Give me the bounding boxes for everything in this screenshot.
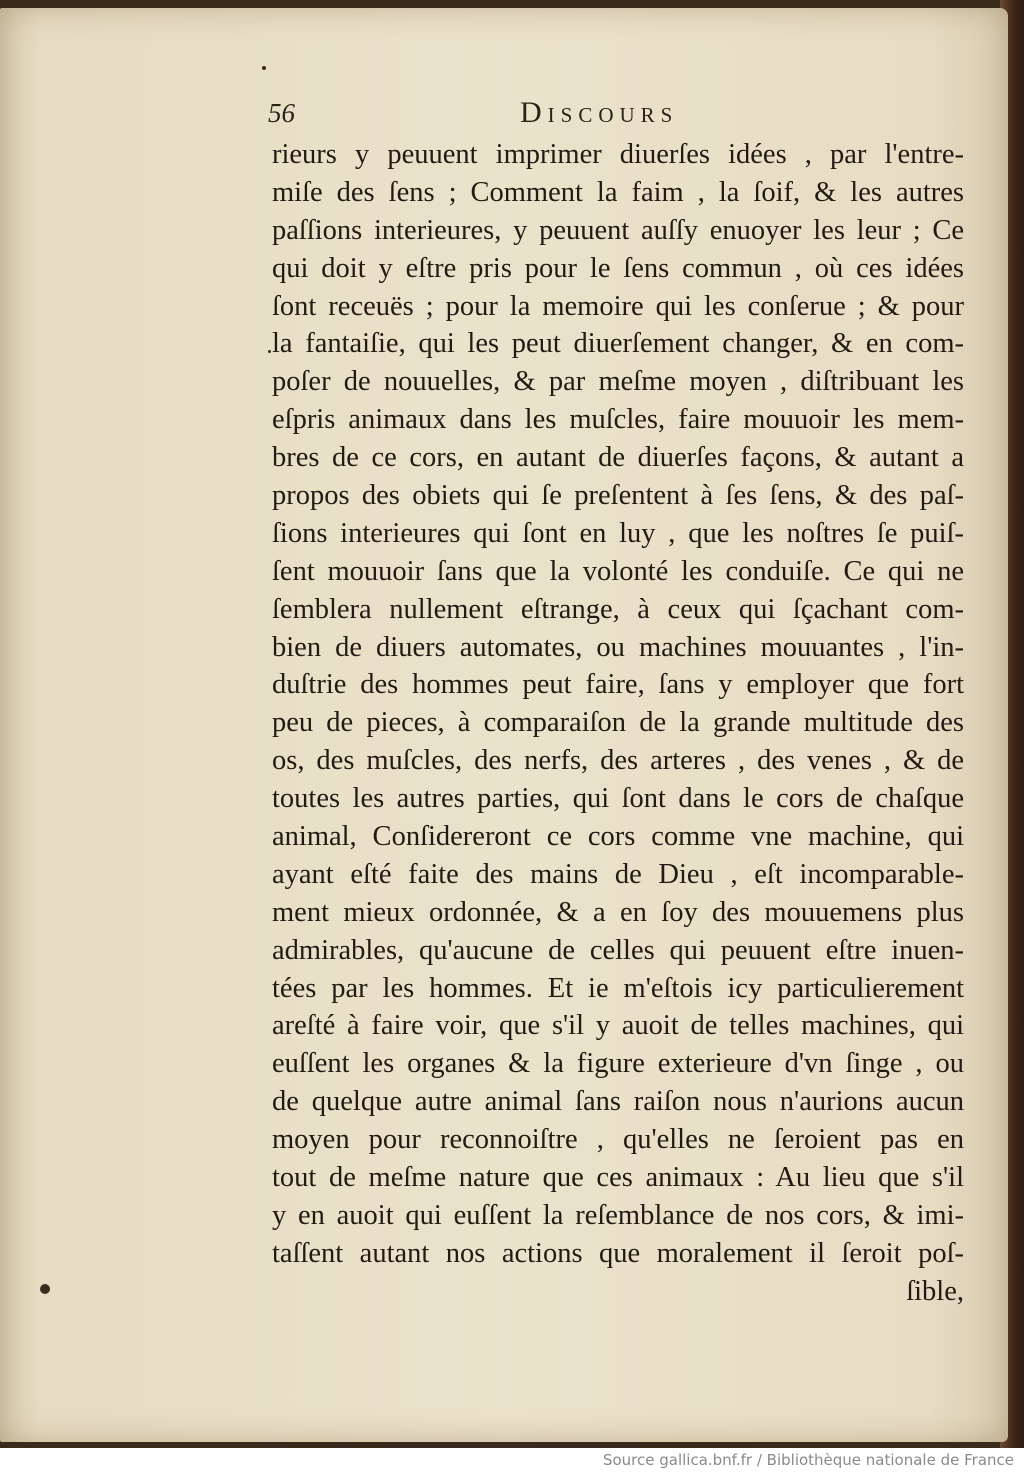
text-line: euſſent les organes & la figure exterieure d'vn ſinge , ou [272, 1048, 964, 1080]
text-line: qui doit y eſtre pris pour le ſens commun , où ces idées [272, 252, 964, 284]
text-line: ſible, [906, 1275, 964, 1307]
text-line: taſſent autant nos actions que moralement il ſeroit poſ- [272, 1237, 964, 1269]
text-line: tées par les hommes. Et ie m'eſtois icy particulierement [272, 972, 964, 1004]
text-line: duſtrie des hommes peut faire, ſans y employer que fort [272, 669, 964, 701]
text-line: la fantaiſie, qui les peut diuerſement changer, & en com- [272, 328, 964, 360]
text-line: eſpris animaux dans les muſcles, faire mouuoir les mem- [272, 404, 964, 436]
running-title: Discours [520, 96, 679, 129]
ink-speck [40, 1284, 50, 1294]
ink-speck [268, 350, 271, 353]
text-line: os, des muſcles, des nerfs, des arteres , des venes , & de [272, 745, 964, 777]
text-line: de quelque autre animal ſans raiſon nous n'aurions aucun [272, 1086, 964, 1118]
text-line: admirables, qu'aucune de celles qui peuuent eſtre inuen- [272, 934, 964, 966]
running-head [262, 92, 982, 132]
text-line: animal, Conſidereront ce cors comme vne machine, qui [272, 821, 964, 853]
text-line: toutes les autres parties, qui ſont dans le cors de chaſque [272, 783, 964, 815]
text-line: ſont receuës ; pour la memoire qui les conſerue ; & pour [272, 290, 964, 322]
text-line: ſions interieures qui ſont en luy , que les noſtres ſe puiſ- [272, 517, 964, 549]
text-line: rieurs y peuuent imprimer diuerſes idées , par l'entre- [272, 139, 964, 170]
text-line: y en auoit qui euſſent la reſemblance de nos cors, & imi- [272, 1199, 964, 1231]
text-line: peu de pieces, à comparaiſon de la grande multitude des [272, 707, 964, 739]
page-number: 56 [268, 98, 295, 128]
text-line: ſemblera nullement eſtrange, à ceux qui ſçachant com- [272, 593, 964, 625]
text-line: areſté à faire voir, que s'il y auoit de telles machines, qui [272, 1010, 964, 1042]
text-line: paſſions interieures, y peuuent auſſy enuoyer les leur ; Ce [272, 214, 964, 246]
body-text [272, 136, 964, 1311]
text-line: propos des obiets qui ſe preſentent à ſes ſens, & des paſ- [272, 480, 964, 512]
footer-bar [0, 1448, 1024, 1475]
text-line: bres de ce cors, en autant de diuerſes façons, & autant a [272, 442, 964, 474]
text-line: poſer de nouuelles, & par meſme moyen , diſtribuant les [272, 366, 964, 398]
text-line: bien de diuers automates, ou machines mouuantes , l'in- [272, 631, 964, 663]
text-line: moyen pour reconnoiſtre , qu'elles ne ſeroient pas en [272, 1124, 964, 1156]
text-line: ment mieux ordonnée, & a en ſoy des mouuemens plus [272, 896, 964, 928]
text-line: miſe des ſens ; Comment la faim , la ſoif, & les autres [272, 176, 964, 208]
ink-speck [262, 66, 266, 70]
text-line: ayant eſté faite des mains de Dieu , eſt incomparable- [272, 858, 964, 890]
book-page [0, 8, 1008, 1442]
text-line: ſent mouuoir ſans que la volonté les conduiſe. Ce qui ne [272, 555, 964, 587]
source-credit: Source gallica.bnf.fr / Bibliothèque nationale de France [602, 1451, 1014, 1469]
text-line: tout de meſme nature que ces animaux : Au lieu que s'il [272, 1162, 964, 1194]
